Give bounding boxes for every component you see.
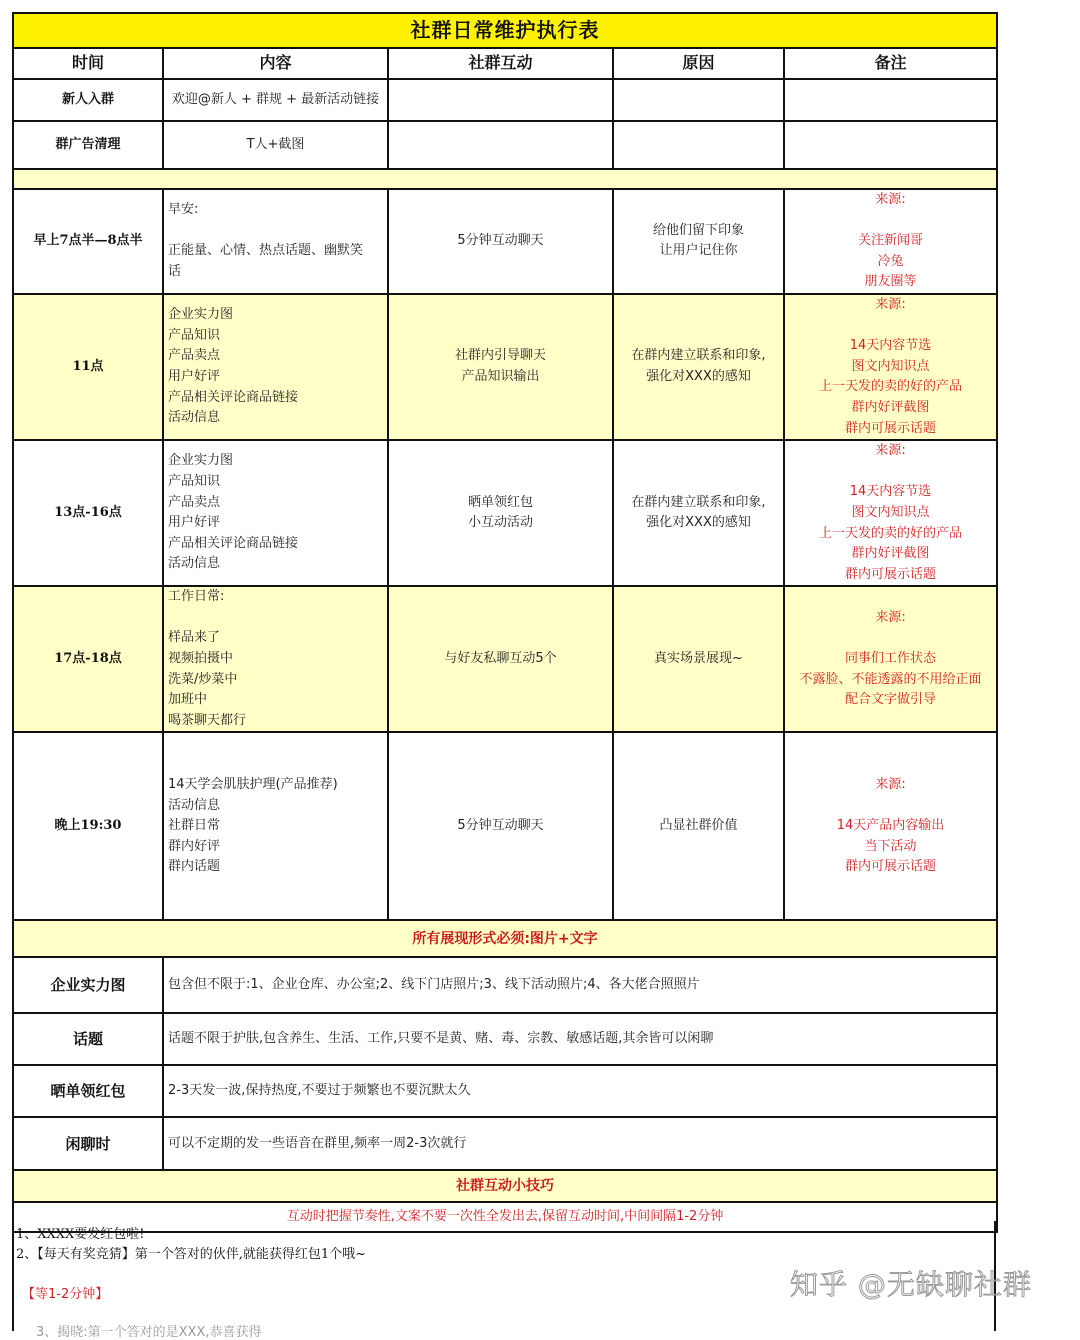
sheet-title: 社群日常维护执行表 [13,13,997,48]
note-line: 14天内容节选 [849,338,932,354]
note-line: 朋友圈等 [864,274,917,290]
col-header-time: 时间 [13,48,163,79]
reason-line: 在群内建立联系和印象, [631,348,766,364]
interaction-cell [388,79,613,121]
content-line: 活动信息 [168,797,221,813]
tips-line-cut: 3、揭晓:第一个答对的是XXX,恭喜获得 [36,1325,262,1340]
content-line [168,221,383,242]
note-line [789,796,992,817]
content-line: 产品卖点 [168,348,221,364]
time-cell: 晚上19:30 [13,732,163,920]
note-line: 群内可展示话题 [845,566,937,582]
content-line: 产品知识 [168,327,221,343]
content-line: 群内话题 [168,859,221,875]
interaction-line: 与好友私聊互动5个 [444,651,557,667]
content-line: 产品知识 [168,474,221,490]
content-cell: 欢迎@新人 + 群规 + 最新活动链接 [163,79,388,121]
info-label: 话题 [13,1013,163,1065]
table-row [13,732,997,920]
note-line: 14天产品内容输出 [836,818,945,834]
content-line: 用户好评 [168,369,221,385]
note-line: 配合文字做引导 [845,692,937,708]
time-cell: 13点-16点 [13,440,163,586]
note-line: 群内好评截图 [851,399,930,415]
table-row [13,189,997,294]
info-label: 企业实力图 [13,957,163,1013]
content-cell [163,189,388,294]
interaction-line: 社群内引导聊天 [454,348,546,364]
content-line: 活动信息 [168,410,221,426]
col-header-reason: 原因 [613,48,784,79]
section-divider [13,169,997,189]
interaction-line: 5分钟互动聊天 [457,233,544,249]
info-row [13,1117,997,1170]
reason-line: 给他们留下印象 [652,222,744,238]
reason-line: 凸显社群价值 [659,818,738,834]
interaction-cell [388,440,613,586]
interaction-line: 晒单领红包 [467,494,533,510]
content-cell [163,732,388,920]
content-line: 早安: [168,202,199,218]
time-cell: 早上7点半—8点半 [13,189,163,294]
time-cell: 11点 [13,294,163,440]
note-line: 来源: [875,776,906,792]
info-text: 可以不定期的发一些语音在群里,频率一周2-3次就行 [163,1117,997,1170]
interaction-cell [388,732,613,920]
maintenance-sheet [12,12,996,1233]
interaction-cell [388,586,613,732]
interaction-cell [388,189,613,294]
content-line: 加班中 [168,692,208,708]
note-cell [784,189,997,294]
col-header-interaction: 社群互动 [388,48,613,79]
content-line: 工作日常: [168,589,225,605]
content-line: 企业实力图 [168,453,234,469]
content-cell [163,294,388,440]
content-line: 活动信息 [168,556,221,572]
note-cell [784,440,997,586]
info-text: 包含但不限于:1、企业仓库、办公室;2、线下门店照片;3、线下活动照片;4、各大佬合照照片 [163,957,997,1013]
interaction-cell [388,294,613,440]
content-line: 企业实力图 [168,307,234,323]
time-cell: 17点-18点 [13,586,163,732]
table-row [13,294,997,440]
note-line: 上一天发的卖的好的产品 [819,525,963,541]
schedule-table [12,12,998,1233]
note-cell [784,121,997,169]
info-row [13,957,997,1013]
note-line [789,316,992,337]
reason-line: 真实场景展现~ [654,651,743,667]
note-line: 冷兔 [877,253,904,269]
content-line: 正能量、心情、热点话题、幽默笑 [168,243,364,259]
note-line [789,211,992,232]
note-line: 当下活动 [864,838,917,854]
reason-cell [613,440,784,586]
note-line: 群内好评截图 [851,546,930,562]
info-text: 2-3天发一波,保持热度,不要过于频繁也不要沉默太久 [163,1065,997,1117]
note-cell [784,732,997,920]
note-line: 14天内容节选 [849,484,932,500]
info-label: 晒单领红包 [13,1065,163,1117]
info-label: 闲聊时 [13,1117,163,1170]
watermark: 知乎 @无缺聊社群 [790,1268,1032,1301]
format-requirement-banner: 所有展现形式必须:图片+文字 [13,920,997,957]
note-line: 来源: [875,609,906,625]
note-line: 来源: [875,296,906,312]
interaction-line: 小互动活动 [467,515,533,531]
table-row [13,586,997,732]
tips-line: 1、XXXX要发红包啦! [16,1227,145,1242]
note-line [789,628,992,649]
note-line: 上一天发的卖的好的产品 [819,379,963,395]
content-line: 洗菜/炒菜中 [168,671,238,687]
content-cell: T人+截图 [163,121,388,169]
note-cell [784,586,997,732]
interaction-line: 产品知识输出 [461,369,540,385]
reason-line: 强化对XXX的感知 [646,515,751,531]
header-row [13,48,997,79]
time-cell: 群广告清理 [13,121,163,169]
content-line: 话 [168,264,182,280]
col-header-note: 备注 [784,48,997,79]
content-line: 喝茶聊天都行 [168,712,247,728]
note-line: 群内可展示话题 [845,420,937,436]
reason-cell [613,79,784,121]
content-line [168,608,383,629]
note-line: 图文内知识点 [851,504,930,520]
content-line: 14天学会肌肤护理(产品推荐) [168,776,338,792]
note-cell [784,294,997,440]
wait-note: 【等1-2分钟】 [22,1287,109,1302]
content-line: 产品相关评论商品链接 [168,535,299,551]
reason-cell [613,732,784,920]
interaction-cell [388,121,613,169]
interaction-line: 5分钟互动聊天 [457,818,544,834]
col-header-content: 内容 [163,48,388,79]
note-line: 来源: [875,443,906,459]
info-row [13,1013,997,1065]
tips-line: 2、【每天有奖竞猜】第一个答对的伙伴,就能获得红包1个哦~ [16,1247,367,1262]
note-line: 图文内知识点 [851,358,930,374]
note-line: 关注新闻哥 [858,233,924,249]
table-row [13,440,997,586]
tips-heading: 社群互动小技巧 [13,1170,997,1202]
content-line: 社群日常 [168,818,221,834]
content-line: 用户好评 [168,515,221,531]
content-cell [163,586,388,732]
reason-cell [613,189,784,294]
content-line: 群内好评 [168,838,221,854]
note-line: 同事们工作状态 [845,651,937,667]
reason-line: 让用户记住你 [659,243,738,259]
note-line: 群内可展示话题 [845,859,937,875]
table-row [13,79,997,121]
info-row [13,1065,997,1117]
content-line: 产品相关评论商品链接 [168,389,299,405]
time-cell: 新人入群 [13,79,163,121]
note-line: 不露脸、不能透露的不用给正面 [799,671,982,687]
reason-cell [613,586,784,732]
tips-subheading: 互动时把握节奏性,文案不要一次性全发出去,保留互动时间,中间间隔1-2分钟 [13,1202,997,1232]
table-row [13,121,997,169]
reason-cell [613,121,784,169]
note-line [789,462,992,483]
content-line: 样品来了 [168,630,221,646]
content-line: 产品卖点 [168,494,221,510]
content-line: 视频拍摄中 [168,651,234,667]
info-text: 话题不限于护肤,包含养生、生活、工作,只要不是黄、赌、毒、宗教、敏感话题,其余皆可以闲聊 [163,1013,997,1065]
reason-line: 强化对XXX的感知 [646,369,751,385]
note-line: 来源: [875,192,906,207]
reason-cell [613,294,784,440]
reason-line: 在群内建立联系和印象, [631,494,766,510]
note-cell [784,79,997,121]
content-cell [163,440,388,586]
